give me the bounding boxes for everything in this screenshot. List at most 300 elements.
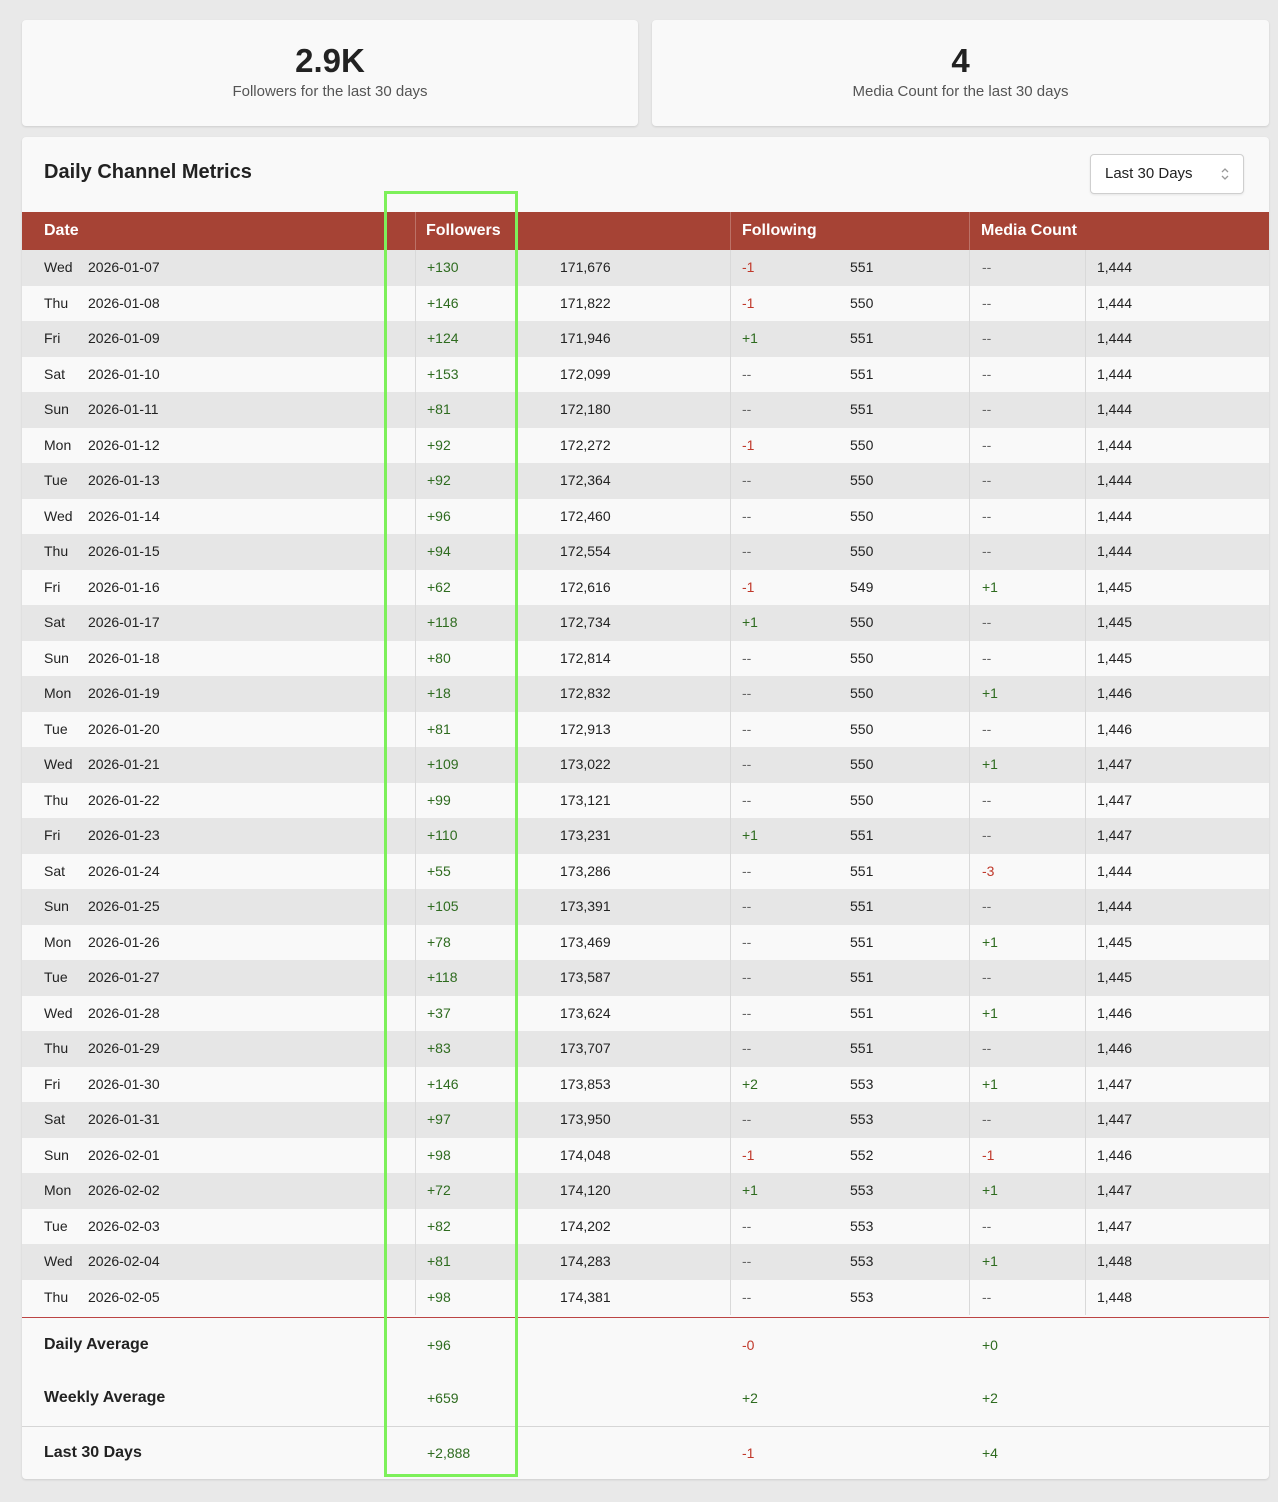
media-count-card-value: 4 bbox=[951, 42, 970, 79]
column-divider bbox=[415, 499, 416, 535]
column-divider bbox=[1085, 1067, 1086, 1103]
day-cell: Tue bbox=[44, 472, 68, 488]
summary-following: -1 bbox=[742, 1445, 755, 1461]
column-divider bbox=[1085, 818, 1086, 854]
column-divider bbox=[730, 250, 731, 286]
table-row bbox=[22, 1280, 1269, 1316]
column-divider bbox=[969, 747, 970, 783]
following-change-cell: +1 bbox=[742, 614, 758, 630]
table-row bbox=[22, 357, 1269, 393]
following-total-cell: 550 bbox=[850, 720, 874, 737]
day-cell: Tue bbox=[44, 1217, 68, 1234]
column-divider bbox=[969, 428, 970, 464]
media-change-cell: +1 bbox=[982, 578, 998, 595]
media-change-cell: -- bbox=[982, 401, 992, 417]
following-total-cell: 551 bbox=[850, 827, 874, 843]
table-row bbox=[22, 712, 1269, 748]
column-divider bbox=[415, 534, 416, 570]
media-total-cell: 1,444 bbox=[1097, 401, 1133, 417]
following-total-cell: 551 bbox=[850, 898, 874, 914]
table-row bbox=[22, 676, 1269, 712]
media-total-cell: 1,448 bbox=[1097, 1288, 1133, 1305]
following-change-cell: +1 bbox=[742, 1182, 758, 1198]
table-row bbox=[22, 1031, 1269, 1067]
media-change-cell: +1 bbox=[982, 1075, 998, 1092]
column-divider bbox=[1085, 854, 1086, 890]
following-total-cell: 553 bbox=[850, 1075, 874, 1092]
media-total-cell: 1,444 bbox=[1097, 862, 1133, 879]
media-total-cell: 1,444 bbox=[1097, 507, 1133, 524]
column-divider bbox=[969, 960, 970, 996]
date-cell: 2026-01-18 bbox=[88, 649, 160, 666]
followers-total-cell: 171,676 bbox=[560, 259, 611, 275]
date-cell: 2026-01-17 bbox=[88, 614, 160, 630]
date-range-select[interactable] bbox=[1090, 154, 1244, 194]
followers-total-cell: 172,554 bbox=[560, 543, 611, 559]
column-divider bbox=[415, 392, 416, 428]
column-divider bbox=[415, 1067, 416, 1103]
column-divider bbox=[730, 818, 731, 854]
followers-change-cell: +81 bbox=[427, 720, 451, 737]
column-divider bbox=[969, 570, 970, 606]
table-row bbox=[22, 1067, 1269, 1103]
following-change-cell: -1 bbox=[742, 1146, 755, 1163]
media-total-cell: 1,447 bbox=[1097, 1111, 1133, 1127]
date-cell: 2026-01-27 bbox=[88, 969, 160, 985]
media-total-cell: 1,447 bbox=[1097, 756, 1133, 772]
column-divider bbox=[730, 1138, 731, 1174]
column-divider bbox=[969, 605, 970, 641]
table-row bbox=[22, 499, 1269, 535]
followers-total-cell: 173,286 bbox=[560, 862, 611, 879]
media-total-cell: 1,445 bbox=[1097, 614, 1133, 630]
followers-change-cell: +78 bbox=[427, 933, 451, 950]
table-row bbox=[22, 1138, 1269, 1174]
column-divider bbox=[969, 1138, 970, 1174]
column-divider bbox=[969, 499, 970, 535]
media-change-cell: -- bbox=[982, 1288, 992, 1305]
table-row bbox=[22, 1209, 1269, 1245]
column-divider bbox=[730, 747, 731, 783]
column-divider bbox=[730, 854, 731, 890]
following-change-cell: -- bbox=[742, 1004, 752, 1021]
column-divider bbox=[730, 1031, 731, 1067]
table-row bbox=[22, 854, 1269, 890]
summary-divider bbox=[22, 1426, 1269, 1427]
following-change-cell: -- bbox=[742, 791, 752, 808]
followers-total-cell: 173,950 bbox=[560, 1111, 611, 1127]
day-cell: Sat bbox=[44, 365, 66, 382]
following-change-cell: -- bbox=[742, 862, 752, 879]
column-divider bbox=[415, 747, 416, 783]
day-cell: Mon bbox=[44, 436, 72, 453]
column-divider bbox=[730, 783, 731, 819]
day-cell: Mon bbox=[44, 933, 72, 950]
header-divider bbox=[969, 212, 970, 250]
media-total-cell: 1,447 bbox=[1097, 1217, 1133, 1234]
date-cell: 2026-02-01 bbox=[88, 1146, 160, 1163]
following-change-cell: -1 bbox=[742, 578, 755, 595]
followers-total-cell: 172,832 bbox=[560, 685, 611, 701]
column-divider bbox=[969, 1244, 970, 1280]
followers-change-cell: +92 bbox=[427, 436, 451, 453]
media-total-cell: 1,444 bbox=[1097, 436, 1133, 453]
header-followers[interactable]: Followers bbox=[426, 222, 501, 239]
column-divider bbox=[415, 1102, 416, 1138]
column-divider bbox=[730, 605, 731, 641]
following-change-cell: -- bbox=[742, 543, 752, 559]
followers-change-cell: +81 bbox=[427, 401, 451, 417]
date-cell: 2026-01-24 bbox=[88, 862, 160, 879]
following-change-cell: -- bbox=[742, 401, 752, 417]
column-divider bbox=[415, 641, 416, 677]
summary-label: Weekly Average bbox=[44, 1389, 166, 1406]
column-divider bbox=[730, 499, 731, 535]
date-cell: 2026-01-29 bbox=[88, 1040, 160, 1056]
table-row bbox=[22, 321, 1269, 357]
table-row bbox=[22, 428, 1269, 464]
following-total-cell: 549 bbox=[850, 578, 874, 595]
day-cell: Wed bbox=[44, 756, 73, 772]
date-range-select-value: Last 30 Days bbox=[1105, 165, 1193, 182]
date-cell: 2026-01-30 bbox=[88, 1075, 160, 1092]
following-total-cell: 553 bbox=[850, 1111, 874, 1127]
media-change-cell: +1 bbox=[982, 933, 998, 950]
following-change-cell: -- bbox=[742, 507, 752, 524]
day-cell: Wed bbox=[44, 1253, 73, 1269]
column-divider bbox=[415, 428, 416, 464]
date-cell: 2026-01-22 bbox=[88, 791, 160, 808]
day-cell: Tue bbox=[44, 969, 68, 985]
followers-total-cell: 171,946 bbox=[560, 330, 611, 346]
media-total-cell: 1,447 bbox=[1097, 1075, 1133, 1092]
column-divider bbox=[415, 783, 416, 819]
column-divider bbox=[415, 1173, 416, 1209]
day-cell: Sun bbox=[44, 649, 69, 666]
column-divider bbox=[1085, 676, 1086, 712]
followers-change-cell: +146 bbox=[427, 294, 459, 311]
media-count-card bbox=[652, 20, 1269, 126]
followers-change-cell: +55 bbox=[427, 862, 451, 879]
column-divider bbox=[1085, 996, 1086, 1032]
followers-change-cell: +105 bbox=[427, 898, 459, 914]
column-divider bbox=[1085, 534, 1086, 570]
column-divider bbox=[730, 996, 731, 1032]
column-divider bbox=[730, 1102, 731, 1138]
following-change-cell: -- bbox=[742, 720, 752, 737]
following-total-cell: 550 bbox=[850, 614, 874, 630]
column-divider bbox=[415, 1209, 416, 1245]
following-total-cell: 551 bbox=[850, 933, 874, 950]
media-total-cell: 1,444 bbox=[1097, 898, 1133, 914]
followers-total-cell: 172,814 bbox=[560, 649, 611, 666]
following-total-cell: 550 bbox=[850, 685, 874, 701]
followers-total-cell: 172,272 bbox=[560, 436, 611, 453]
column-divider bbox=[1085, 783, 1086, 819]
followers-total-cell: 174,120 bbox=[560, 1182, 611, 1198]
column-divider bbox=[969, 1280, 970, 1316]
column-divider bbox=[1085, 1244, 1086, 1280]
media-total-cell: 1,446 bbox=[1097, 720, 1133, 737]
followers-card-label: Followers for the last 30 days bbox=[232, 83, 428, 100]
media-total-cell: 1,448 bbox=[1097, 1253, 1133, 1269]
media-change-cell: +1 bbox=[982, 1182, 998, 1198]
column-divider bbox=[969, 321, 970, 357]
summary-following: +2 bbox=[742, 1390, 758, 1406]
column-divider bbox=[415, 250, 416, 286]
media-total-cell: 1,445 bbox=[1097, 969, 1133, 985]
date-cell: 2026-02-04 bbox=[88, 1253, 160, 1269]
column-divider bbox=[730, 1244, 731, 1280]
summary-label: Daily Average bbox=[44, 1336, 149, 1353]
following-change-cell: -1 bbox=[742, 294, 755, 311]
summary-media: +0 bbox=[982, 1337, 998, 1353]
column-divider bbox=[415, 570, 416, 606]
following-total-cell: 551 bbox=[850, 401, 874, 417]
following-total-cell: 553 bbox=[850, 1288, 874, 1305]
followers-change-cell: +118 bbox=[427, 614, 458, 630]
header-following[interactable]: Following bbox=[742, 222, 817, 239]
media-change-cell: -- bbox=[982, 969, 992, 985]
media-change-cell: -- bbox=[982, 1111, 992, 1127]
column-divider bbox=[969, 1173, 970, 1209]
following-total-cell: 551 bbox=[850, 1004, 874, 1021]
date-cell: 2026-01-14 bbox=[88, 507, 160, 524]
column-divider bbox=[1085, 925, 1086, 961]
day-cell: Sat bbox=[44, 614, 66, 630]
column-divider bbox=[415, 463, 416, 499]
media-total-cell: 1,446 bbox=[1097, 1146, 1133, 1163]
followers-total-cell: 174,283 bbox=[560, 1253, 611, 1269]
column-divider bbox=[1085, 1173, 1086, 1209]
media-count-card-label: Media Count for the last 30 days bbox=[852, 83, 1069, 100]
followers-change-cell: +92 bbox=[427, 472, 451, 488]
followers-total-cell: 173,022 bbox=[560, 756, 611, 772]
following-change-cell: -1 bbox=[742, 259, 755, 275]
column-divider bbox=[415, 889, 416, 925]
table-row bbox=[22, 392, 1269, 428]
header-media-count[interactable]: Media Count bbox=[981, 222, 1077, 239]
following-total-cell: 551 bbox=[850, 862, 874, 879]
following-change-cell: -- bbox=[742, 685, 752, 701]
column-divider bbox=[969, 783, 970, 819]
date-cell: 2026-02-03 bbox=[88, 1217, 160, 1234]
table-row bbox=[22, 960, 1269, 996]
date-cell: 2026-02-02 bbox=[88, 1182, 160, 1198]
summary-label: Last 30 Days bbox=[44, 1444, 142, 1461]
column-divider bbox=[969, 1031, 970, 1067]
column-divider bbox=[1085, 960, 1086, 996]
table-row bbox=[22, 1173, 1269, 1209]
following-change-cell: -- bbox=[742, 756, 752, 772]
table-row bbox=[22, 570, 1269, 606]
following-change-cell: +1 bbox=[742, 827, 758, 843]
summary-followers: +96 bbox=[427, 1337, 451, 1353]
media-change-cell: -- bbox=[982, 330, 992, 346]
media-change-cell: -1 bbox=[982, 1146, 995, 1163]
followers-change-cell: +72 bbox=[427, 1182, 451, 1198]
column-divider bbox=[969, 392, 970, 428]
column-divider bbox=[1085, 605, 1086, 641]
followers-change-cell: +118 bbox=[427, 969, 458, 985]
header-date[interactable]: Date bbox=[44, 222, 79, 239]
date-cell: 2026-01-10 bbox=[88, 365, 160, 382]
column-divider bbox=[969, 712, 970, 748]
column-divider bbox=[415, 854, 416, 890]
column-divider bbox=[730, 1280, 731, 1316]
followers-change-cell: +110 bbox=[427, 827, 458, 843]
date-cell: 2026-01-19 bbox=[88, 685, 160, 701]
followers-total-cell: 172,913 bbox=[560, 720, 611, 737]
day-cell: Wed bbox=[44, 259, 73, 275]
followers-change-cell: +82 bbox=[427, 1217, 451, 1234]
column-divider bbox=[969, 357, 970, 393]
column-divider bbox=[969, 1102, 970, 1138]
followers-total-cell: 173,469 bbox=[560, 933, 611, 950]
media-change-cell: -- bbox=[982, 827, 992, 843]
following-change-cell: -- bbox=[742, 969, 752, 985]
followers-total-cell: 173,587 bbox=[560, 969, 611, 985]
followers-total-cell: 174,381 bbox=[560, 1288, 611, 1305]
summary-cards bbox=[22, 20, 1269, 126]
followers-total-cell: 172,616 bbox=[560, 578, 611, 595]
column-divider bbox=[1085, 1138, 1086, 1174]
date-cell: 2026-01-12 bbox=[88, 436, 160, 453]
column-divider bbox=[969, 889, 970, 925]
following-change-cell: -- bbox=[742, 1040, 752, 1056]
media-total-cell: 1,447 bbox=[1097, 827, 1133, 843]
column-divider bbox=[1085, 250, 1086, 286]
date-cell: 2026-01-07 bbox=[88, 259, 160, 275]
date-cell: 2026-02-05 bbox=[88, 1288, 160, 1305]
followers-card bbox=[22, 20, 638, 126]
summary-following: -0 bbox=[742, 1337, 755, 1353]
column-divider bbox=[969, 286, 970, 322]
following-total-cell: 553 bbox=[850, 1253, 874, 1269]
followers-change-cell: +96 bbox=[427, 507, 451, 524]
following-total-cell: 551 bbox=[850, 969, 874, 985]
date-cell: 2026-01-26 bbox=[88, 933, 160, 950]
media-change-cell: -- bbox=[982, 720, 992, 737]
column-divider bbox=[730, 534, 731, 570]
table-row bbox=[22, 605, 1269, 641]
followers-total-cell: 173,391 bbox=[560, 898, 611, 914]
column-divider bbox=[415, 996, 416, 1032]
day-cell: Thu bbox=[44, 543, 69, 559]
following-total-cell: 550 bbox=[850, 791, 874, 808]
column-divider bbox=[969, 1209, 970, 1245]
column-divider bbox=[1085, 321, 1086, 357]
following-change-cell: -- bbox=[742, 1253, 752, 1269]
media-total-cell: 1,444 bbox=[1097, 543, 1133, 559]
media-change-cell: +1 bbox=[982, 1004, 998, 1021]
day-cell: Thu bbox=[44, 791, 69, 808]
column-divider bbox=[1085, 712, 1086, 748]
column-divider bbox=[1085, 428, 1086, 464]
column-divider bbox=[969, 463, 970, 499]
column-divider bbox=[415, 1031, 416, 1067]
media-change-cell: -- bbox=[982, 649, 992, 666]
followers-change-cell: +81 bbox=[427, 1253, 451, 1269]
followers-change-cell: +94 bbox=[427, 543, 451, 559]
following-change-cell: -- bbox=[742, 1288, 752, 1305]
media-total-cell: 1,444 bbox=[1097, 259, 1133, 275]
column-divider bbox=[415, 925, 416, 961]
table-row bbox=[22, 996, 1269, 1032]
column-divider bbox=[730, 925, 731, 961]
followers-change-cell: +97 bbox=[427, 1111, 451, 1127]
following-total-cell: 550 bbox=[850, 436, 874, 453]
column-divider bbox=[730, 463, 731, 499]
day-cell: Sun bbox=[44, 1146, 69, 1163]
followers-total-cell: 174,202 bbox=[560, 1217, 611, 1234]
day-cell: Mon bbox=[44, 1182, 72, 1198]
column-divider bbox=[415, 357, 416, 393]
table-row bbox=[22, 286, 1269, 322]
media-change-cell: +1 bbox=[982, 1253, 998, 1269]
followers-total-cell: 173,231 bbox=[560, 827, 611, 843]
day-cell: Sat bbox=[44, 1111, 66, 1127]
following-total-cell: 551 bbox=[850, 259, 874, 275]
media-change-cell: -- bbox=[982, 1217, 992, 1234]
followers-card-value: 2.9K bbox=[295, 42, 365, 79]
media-change-cell: -- bbox=[982, 259, 992, 275]
column-divider bbox=[415, 1138, 416, 1174]
column-divider bbox=[415, 676, 416, 712]
following-total-cell: 550 bbox=[850, 649, 874, 666]
column-divider bbox=[1085, 463, 1086, 499]
followers-change-cell: +99 bbox=[427, 791, 451, 808]
following-total-cell: 551 bbox=[850, 330, 874, 346]
daily-metrics-panel bbox=[22, 137, 1269, 1479]
day-cell: Fri bbox=[44, 827, 61, 843]
summary-followers: +2,888 bbox=[427, 1445, 471, 1461]
following-change-cell: -- bbox=[742, 365, 752, 382]
column-divider bbox=[1085, 1209, 1086, 1245]
followers-total-cell: 171,822 bbox=[560, 294, 611, 311]
media-change-cell: -- bbox=[982, 898, 992, 914]
followers-total-cell: 173,853 bbox=[560, 1075, 611, 1092]
media-change-cell: -- bbox=[982, 791, 992, 808]
media-change-cell: -- bbox=[982, 436, 992, 453]
media-total-cell: 1,444 bbox=[1097, 294, 1133, 311]
date-cell: 2026-01-21 bbox=[88, 756, 160, 772]
date-cell: 2026-01-31 bbox=[88, 1111, 160, 1127]
table-header bbox=[22, 212, 1269, 250]
table-row bbox=[22, 889, 1269, 925]
column-divider bbox=[1085, 1031, 1086, 1067]
media-change-cell: -3 bbox=[982, 862, 995, 879]
day-cell: Sat bbox=[44, 862, 66, 879]
column-divider bbox=[1085, 747, 1086, 783]
column-divider bbox=[730, 641, 731, 677]
column-divider bbox=[415, 1244, 416, 1280]
media-total-cell: 1,447 bbox=[1097, 1182, 1133, 1198]
day-cell: Tue bbox=[44, 720, 68, 737]
media-change-cell: +1 bbox=[982, 756, 998, 772]
media-total-cell: 1,446 bbox=[1097, 685, 1133, 701]
followers-change-cell: +37 bbox=[427, 1004, 451, 1021]
media-total-cell: 1,447 bbox=[1097, 791, 1133, 808]
date-cell: 2026-01-15 bbox=[88, 543, 160, 559]
following-change-cell: +1 bbox=[742, 330, 758, 346]
header-divider bbox=[415, 212, 416, 250]
media-total-cell: 1,446 bbox=[1097, 1004, 1133, 1021]
media-change-cell: -- bbox=[982, 1040, 992, 1056]
followers-change-cell: +153 bbox=[427, 365, 459, 382]
column-divider bbox=[730, 1209, 731, 1245]
column-divider bbox=[730, 321, 731, 357]
